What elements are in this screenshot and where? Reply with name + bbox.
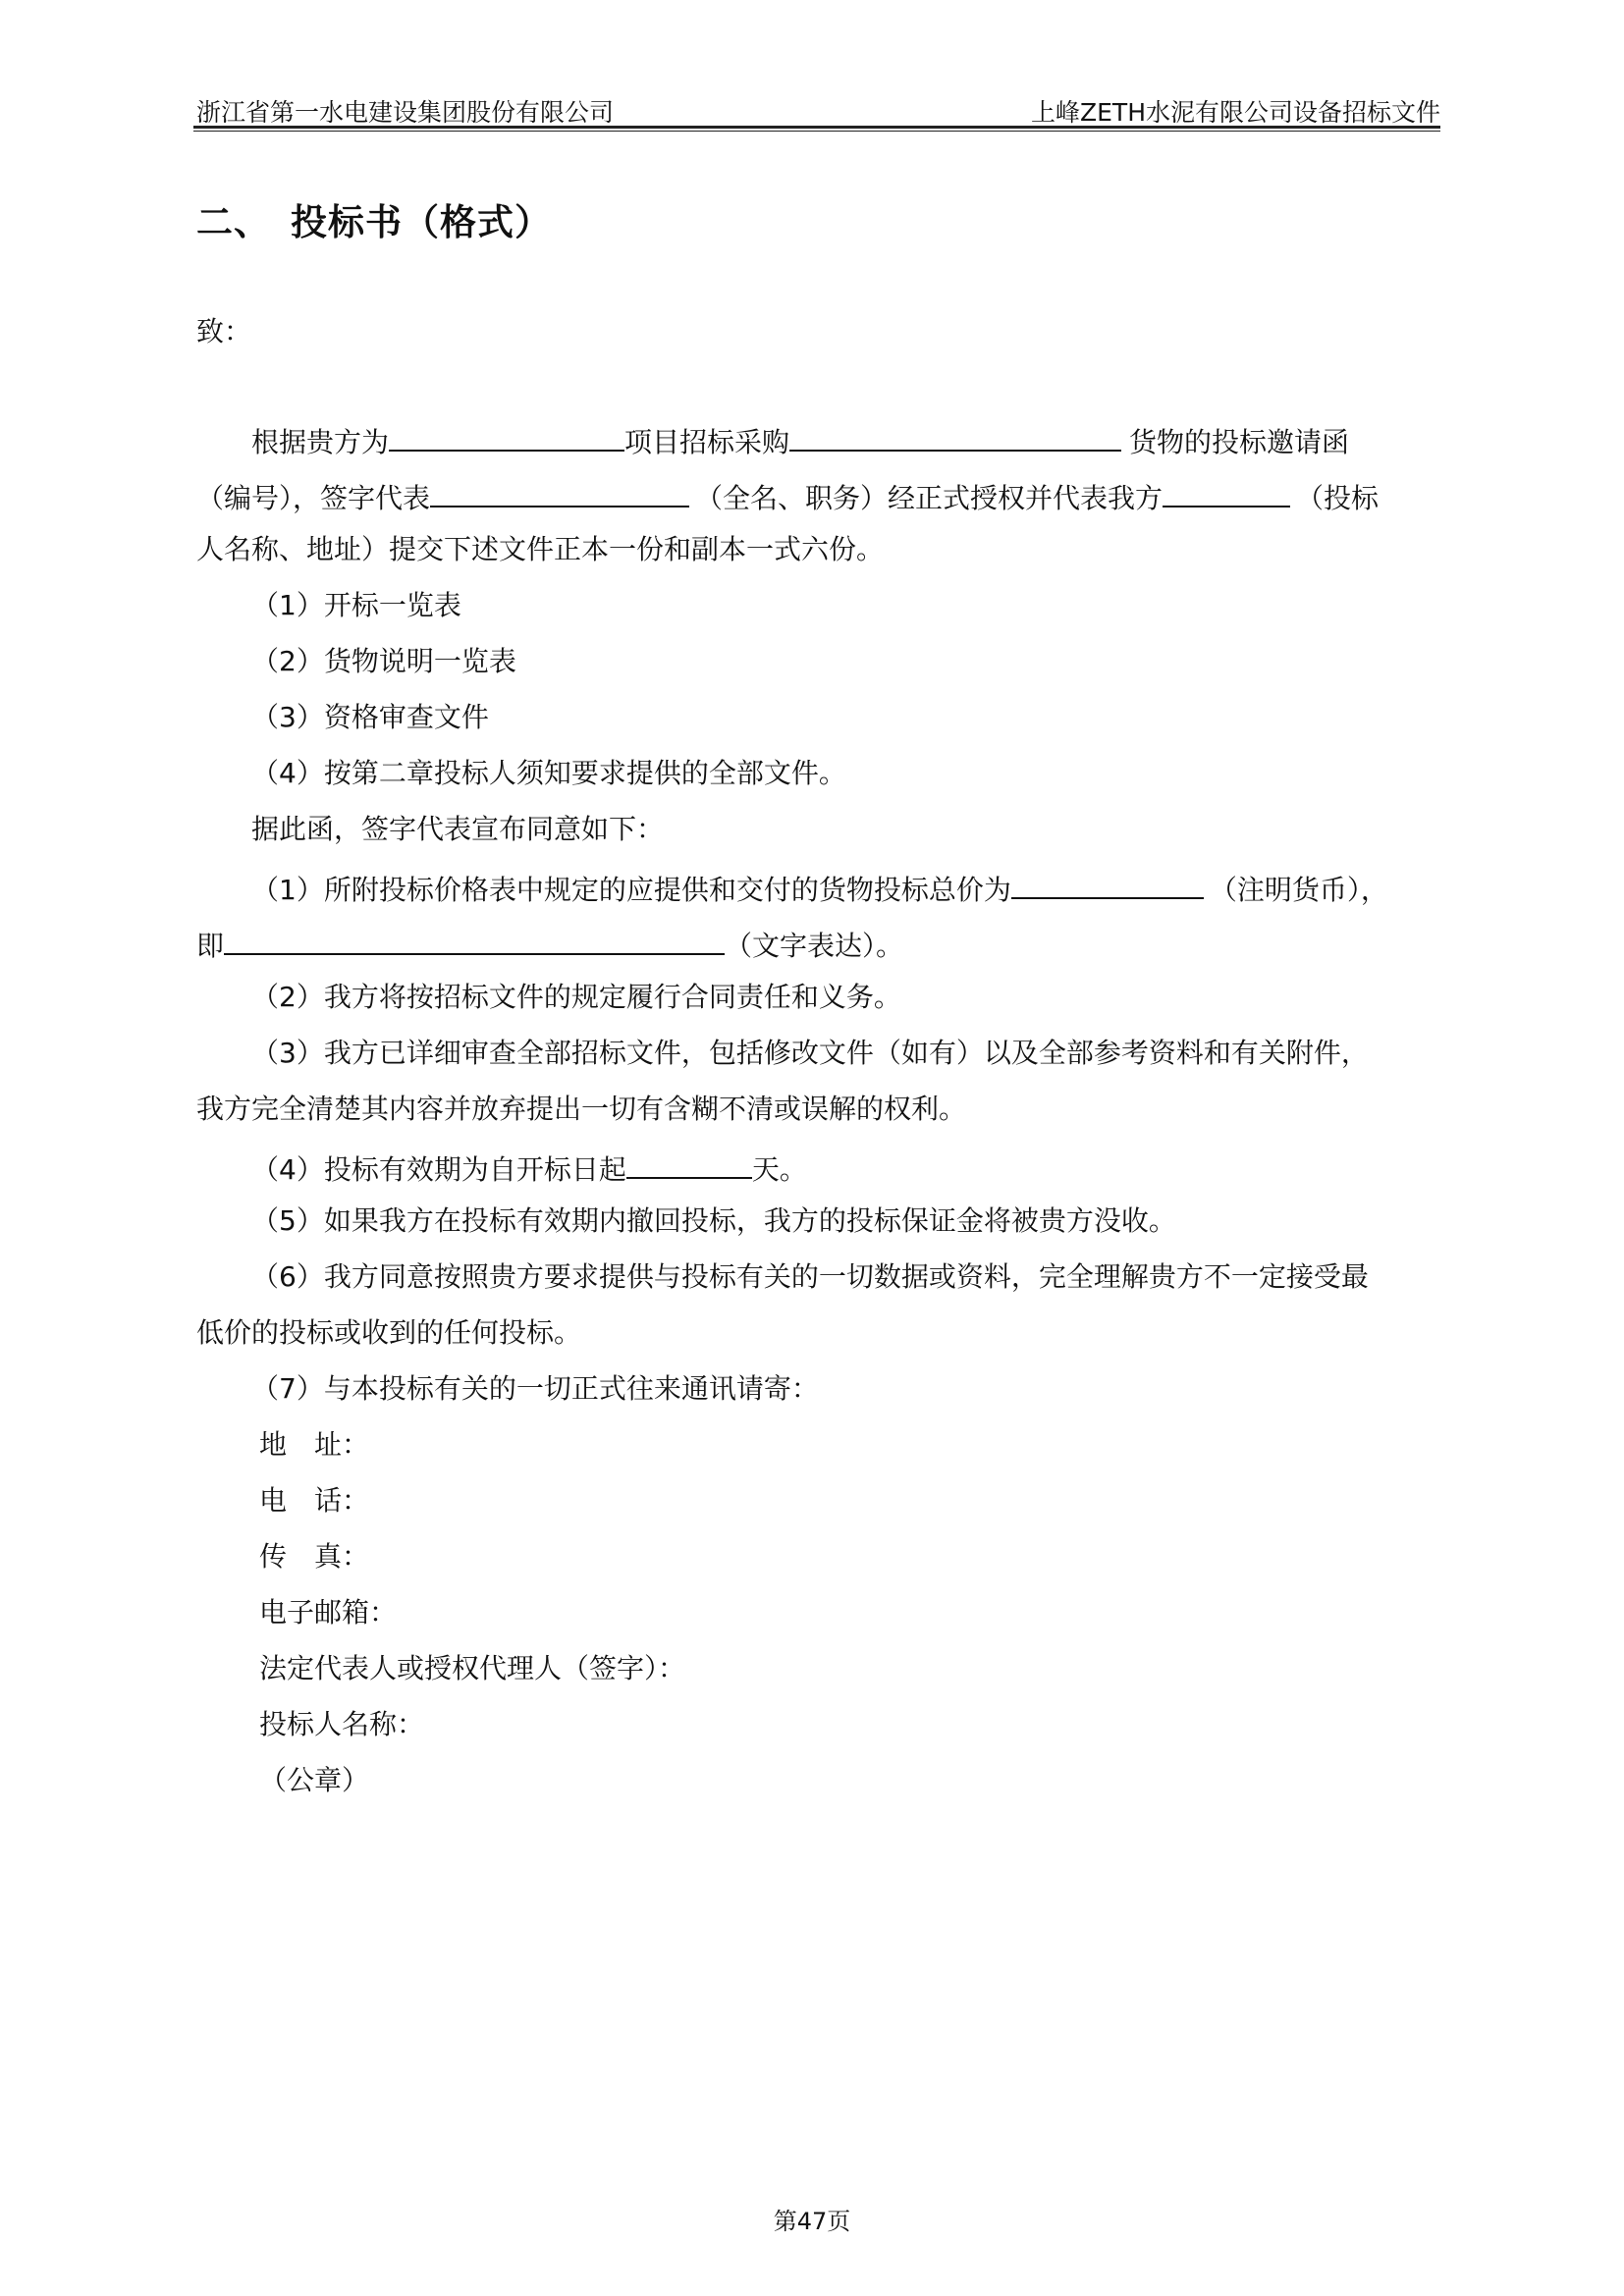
clause1-line2 [196,924,903,964]
para1-text: 货物的投标邀请函 [1129,426,1350,458]
section-title [196,192,552,245]
clause2: （2）我方将按招标文件的规定履行合同责任和义务。 [251,981,901,1013]
para1-line3: 人名称、地址）提交下述文件正本一份和副本一式六份。 [196,533,885,565]
clause1-line1 [251,868,1388,908]
header-right-document: 上峰ZETH水泥有限公司设备招标文件 [1031,98,1440,127]
para1-text: （编号），签字代表 [196,482,431,514]
contact-fax: 传 真： [259,1540,370,1573]
clause4-text: 天。 [751,1153,807,1186]
doc-item: （1）开标一览表 [251,589,461,621]
para1-text: （全名、职务）经正式授权并代表我方 [695,482,1164,514]
para1-text: （投标 [1296,482,1380,514]
blank-goods-name[interactable] [789,420,1121,452]
blank-price-in-words[interactable] [224,924,725,955]
clause1-text: （注明货币）， [1209,874,1388,906]
blank-total-price[interactable] [1011,868,1204,899]
contact-phone: 电 话： [259,1484,370,1517]
clause4 [251,1148,807,1188]
bidder-name-line: 投标人名称： [259,1708,425,1740]
contact-email: 电子邮箱： [259,1596,398,1629]
clause6-line2: 低价的投标或收到的任何投标。 [196,1316,582,1349]
clause3-line1: （3）我方已详细审查全部招标文件，包括修改文件（如有）以及全部参考资料和有关附件， [251,1037,1369,1069]
blank-project-name[interactable] [389,420,624,452]
clause3-line2: 我方完全清楚其内容并放弃提出一切有含糊不清或误解的权利。 [196,1093,967,1125]
para1-line1 [251,420,1349,460]
header-rule-thick [193,126,1440,129]
blank-validity-days[interactable] [626,1148,752,1179]
page-number: 47 [796,2208,828,2235]
para1-text: 根据贵方为 [251,426,390,458]
section-number: 二、 [196,201,271,243]
header-rule-thin [193,131,1440,132]
section-title-text: 投标书（格式） [291,201,552,243]
doc-item: （4）按第二章投标人须知要求提供的全部文件。 [251,757,846,789]
clause1-text: （1）所附投标价格表中规定的应提供和交付的货物投标总价为 [251,874,1011,906]
contact-address: 地 址： [259,1428,370,1461]
signature-line: 法定代表人或授权代理人（签字）： [259,1652,686,1684]
clause7: （7）与本投标有关的一切正式往来通讯请寄： [251,1372,819,1405]
salutation: 致： [196,315,252,347]
para1-line2 [196,476,1379,516]
footer-text: 页 [827,2208,851,2235]
clause5: （5）如果我方在投标有效期内撤回投标，我方的投标保证金将被贵方没收。 [251,1204,1176,1237]
clause1-text: 即 [196,930,225,962]
doc-item: （2）货物说明一览表 [251,645,516,677]
page-footer [0,2202,1624,2236]
clause1-text: （文字表达）。 [725,930,904,962]
clause6-line1: （6）我方同意按照贵方要求提供与投标有关的一切数据或资料，完全理解贵方不一定接受最 [251,1260,1369,1293]
blank-signatory[interactable] [430,476,689,507]
clause4-text: （4）投标有效期为自开标日起 [251,1153,626,1186]
seal-line: （公章） [259,1764,370,1796]
para1-text: 项目招标采购 [624,426,790,458]
blank-bidder[interactable] [1163,476,1290,507]
intro-text: 据此函，签字代表宣布同意如下： [251,813,665,845]
header-left-company: 浙江省第一水电建设集团股份有限公司 [196,98,615,127]
footer-text: 第 [773,2208,797,2235]
doc-item: （3）资格审查文件 [251,701,489,733]
